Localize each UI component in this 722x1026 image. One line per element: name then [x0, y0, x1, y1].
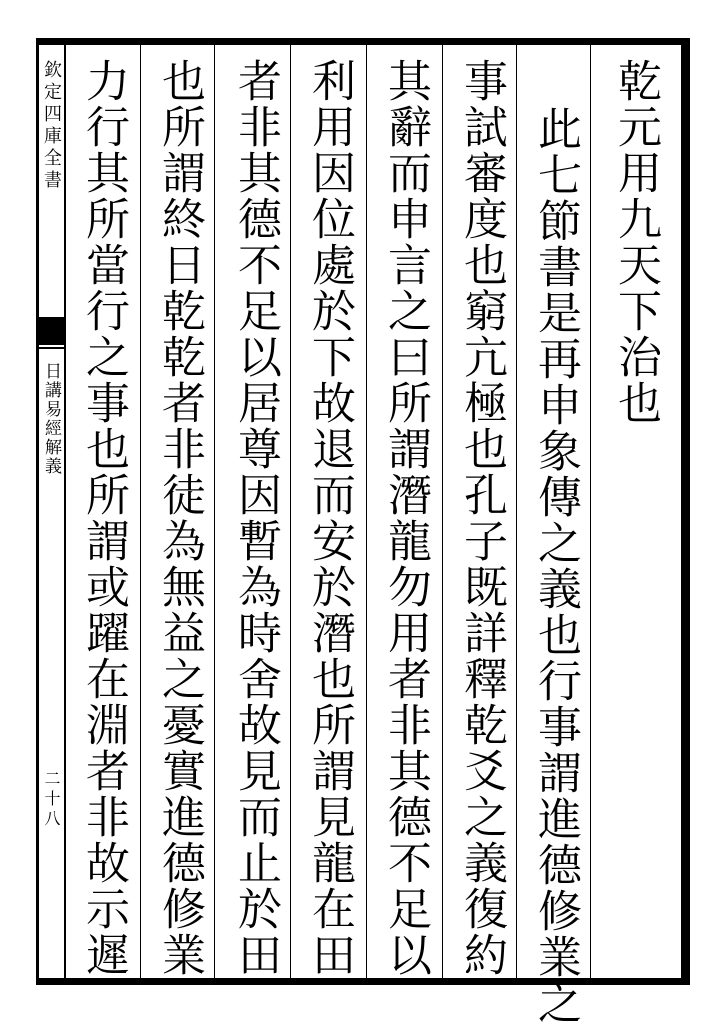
- text-column: 者非其德不足以居尊因暫為時舍故見而止於田: [230, 58, 281, 978]
- page-number: 二十八: [42, 770, 61, 830]
- page-frame-top: [36, 38, 690, 45]
- text-column: 其辭而申言之曰所謂潛龍勿用者非其德不足以: [380, 58, 431, 978]
- text-column: 事試審度也窮亢極也孔子既詳釋乾爻之義復約: [456, 58, 507, 978]
- heading-column: 乾元用九天下治也: [610, 58, 661, 426]
- column-rule: [590, 45, 591, 978]
- collection-title: 欽定四庫全書: [41, 60, 62, 192]
- column-rule: [442, 45, 443, 978]
- column-rule: [140, 45, 141, 978]
- gutter-divider: [64, 45, 66, 978]
- column-rule: [214, 45, 215, 978]
- fishtail-rule: [38, 347, 64, 349]
- fishtail-mark: [38, 317, 64, 345]
- page-frame-bottom: [36, 978, 690, 985]
- text-column: 此七節書是再申象傳之義也行事謂進德修業之: [530, 106, 581, 1026]
- book-title: 日講易經解義: [41, 362, 61, 476]
- text-column: 利用因位處於下故退而安於潛也所謂見龍在田: [304, 58, 355, 978]
- text-column: 也所謂終日乾乾者非徒為無益之憂實進德修業: [154, 58, 205, 978]
- text-column: 力行其所當行之事也所謂或躍在淵者非故示遲: [78, 58, 129, 978]
- page-frame-left: [36, 38, 39, 985]
- column-rule: [366, 45, 367, 978]
- column-rule: [516, 45, 517, 978]
- page-frame-right: [681, 38, 690, 985]
- column-rule: [290, 45, 291, 978]
